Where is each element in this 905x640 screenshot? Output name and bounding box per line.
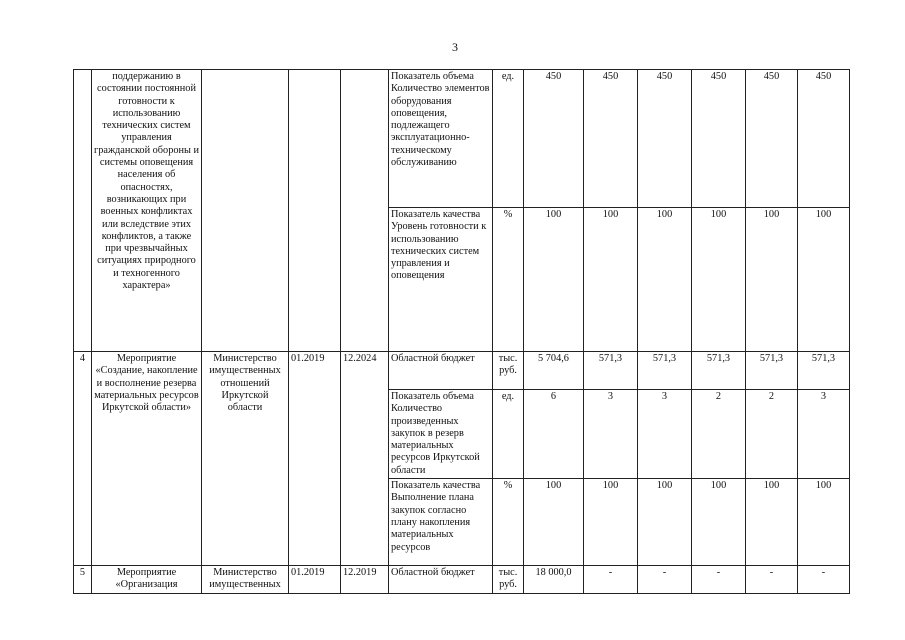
- value-cell: 450: [638, 70, 692, 208]
- end-date-cell: 12.2024: [341, 352, 389, 566]
- value-cell: 450: [524, 70, 584, 208]
- executor-cell: [202, 70, 289, 352]
- value-cell: 6: [524, 390, 584, 479]
- event-name-cell: Мероприятие «Организация: [92, 566, 202, 594]
- table-row: [74, 566, 850, 594]
- value-cell: 100: [798, 479, 850, 566]
- table-row: [74, 70, 850, 208]
- end-date-cell: [341, 70, 389, 352]
- indicator-name-cell: Показатель качества Уровень готовности к использованию технических систем управления и оповещения: [389, 208, 493, 352]
- value-cell: 450: [798, 70, 850, 208]
- value-cell: 2: [746, 390, 798, 479]
- value-cell: 450: [746, 70, 798, 208]
- table-row: [74, 352, 850, 390]
- value-cell: 100: [584, 208, 638, 352]
- row-number-cell: [74, 70, 92, 352]
- value-cell: 3: [638, 390, 692, 479]
- value-cell: 100: [524, 479, 584, 566]
- value-cell: 100: [692, 479, 746, 566]
- event-name-cell: поддержанию в состоянии постоянной готовности к использованию технических систем управления гражданской обороны и системы оповещения населения об опасностях, возникающих при военных конфликтах или вследствие этих конфликтов, а также при чрезвычайных ситуациях природного и техногенного характера»: [92, 70, 202, 352]
- value-cell: 3: [798, 390, 850, 479]
- funding-source-cell: Областной бюджет: [389, 566, 493, 594]
- start-date-cell: [289, 70, 341, 352]
- value-cell: 571,3: [638, 352, 692, 390]
- value-cell: 100: [746, 479, 798, 566]
- value-cell: 100: [638, 479, 692, 566]
- event-name-cell: Мероприятие «Создание, накопление и восполнение резерва материальных ресурсов Иркутской области»: [92, 352, 202, 566]
- indicator-name-cell: Показатель качества Выполнение плана закупок согласно плану накопления материальных ресурсов: [389, 479, 493, 566]
- value-cell: 571,3: [746, 352, 798, 390]
- indicator-name-cell: Показатель объема Количество элементов оборудования оповещения, подлежащего эксплуатационно-техническому обслуживанию: [389, 70, 493, 208]
- value-cell: 571,3: [798, 352, 850, 390]
- value-cell: -: [584, 566, 638, 594]
- start-date-cell: 01.2019: [289, 352, 341, 566]
- page-number: 3: [452, 40, 458, 54]
- executor-cell: Министерство имущественных отношений Иркутской области: [202, 352, 289, 566]
- value-cell: 100: [638, 208, 692, 352]
- value-cell: 5 704,6: [524, 352, 584, 390]
- program-table: [73, 69, 850, 594]
- unit-cell: ед.: [493, 390, 524, 479]
- value-cell: 100: [524, 208, 584, 352]
- value-cell: 100: [746, 208, 798, 352]
- value-cell: -: [746, 566, 798, 594]
- unit-cell: тыс. руб.: [493, 352, 524, 390]
- value-cell: 450: [584, 70, 638, 208]
- end-date-cell: 12.2019: [341, 566, 389, 594]
- value-cell: 571,3: [584, 352, 638, 390]
- unit-cell: %: [493, 208, 524, 352]
- unit-cell: ед.: [493, 70, 524, 208]
- value-cell: -: [638, 566, 692, 594]
- funding-source-cell: Областной бюджет: [389, 352, 493, 390]
- value-cell: -: [798, 566, 850, 594]
- value-cell: 450: [692, 70, 746, 208]
- row-number-cell: 4: [74, 352, 92, 566]
- value-cell: 2: [692, 390, 746, 479]
- executor-cell: Министерство имущественных: [202, 566, 289, 594]
- value-cell: 571,3: [692, 352, 746, 390]
- start-date-cell: 01.2019: [289, 566, 341, 594]
- value-cell: 3: [584, 390, 638, 479]
- unit-cell: тыс. руб.: [493, 566, 524, 594]
- indicator-name-cell: Показатель объема Количество произведенных закупок в резерв материальных ресурсов Иркутской области: [389, 390, 493, 479]
- value-cell: 18 000,0: [524, 566, 584, 594]
- value-cell: 100: [798, 208, 850, 352]
- value-cell: 100: [584, 479, 638, 566]
- unit-cell: %: [493, 479, 524, 566]
- row-number-cell: 5: [74, 566, 92, 594]
- value-cell: -: [692, 566, 746, 594]
- value-cell: 100: [692, 208, 746, 352]
